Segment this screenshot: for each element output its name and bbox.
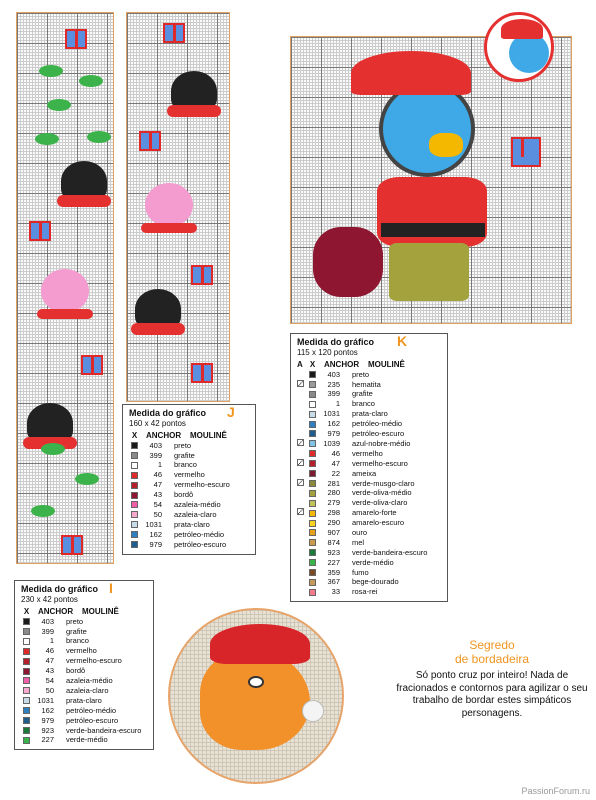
color-swatch: [309, 559, 316, 566]
anchor-code: 979: [327, 429, 340, 439]
legend-row: [297, 389, 441, 399]
character-belt: [381, 223, 485, 237]
anchor-code: 22: [331, 468, 340, 478]
color-swatch: [309, 430, 316, 437]
color-swatch: [309, 401, 316, 408]
legend-row: [21, 676, 147, 686]
anchor-code: 279: [327, 498, 340, 508]
legend-title: Medida do gráfico: [297, 337, 375, 347]
legend-row: [297, 429, 441, 439]
color-swatch: [131, 442, 138, 449]
anchor-code: 43: [153, 490, 162, 500]
anchor-code: 359: [327, 567, 340, 577]
color-swatch: [309, 529, 316, 536]
legend-row: [297, 508, 441, 518]
color-name: rosa-rei: [352, 587, 378, 597]
color-name: petróleo-médio: [352, 419, 403, 429]
color-name: prata-claro: [66, 695, 102, 705]
legend-j: [122, 404, 256, 555]
color-swatch: [23, 707, 30, 714]
anchor-code: 907: [327, 527, 340, 537]
embroidery-photo: [168, 608, 344, 784]
color-swatch: [23, 737, 30, 744]
anchor-code: 1031: [323, 409, 340, 419]
anchor-code: 235: [327, 379, 340, 389]
color-swatch: [309, 381, 316, 388]
color-swatch: [309, 539, 316, 546]
penguin-badge: [484, 12, 554, 82]
color-name: azaleia-claro: [66, 685, 109, 695]
legend-row: [21, 716, 147, 726]
gift-motif: [139, 131, 161, 151]
chart-strip-i: [16, 12, 114, 564]
character-beak: [429, 133, 463, 157]
legend-row: [21, 636, 147, 646]
anchor-code: 403: [149, 440, 162, 450]
legend-size: 115 x 120 pontos: [297, 347, 358, 357]
badge-santa-hat: [501, 19, 543, 39]
legend-letter: J: [227, 404, 235, 420]
color-swatch: [309, 520, 316, 527]
anchor-code: 280: [327, 488, 340, 498]
legend-row: [129, 530, 249, 540]
color-swatch: [23, 727, 30, 734]
gift-motif: [61, 535, 83, 555]
legend-row: [297, 488, 441, 498]
color-swatch: [309, 421, 316, 428]
character-head: [379, 81, 475, 177]
color-name: prata-claro: [352, 409, 388, 419]
legend-row: [129, 460, 249, 470]
legend-rows: [129, 441, 249, 550]
color-name: amarelo-forte: [352, 508, 397, 518]
anchor-code: 227: [327, 557, 340, 567]
legend-row: [297, 380, 441, 390]
legend-row: [129, 441, 249, 451]
gift-motif: [29, 221, 51, 241]
legend-row: [21, 656, 147, 666]
color-swatch: [23, 658, 30, 665]
tip-title-line1: Segredo: [469, 638, 515, 652]
legend-row: [297, 479, 441, 489]
legend-size: 230 x 42 pontos: [21, 594, 78, 604]
color-swatch: [131, 531, 138, 538]
legend-row: [129, 480, 249, 490]
legend-row: [297, 568, 441, 578]
anchor-code: 874: [327, 537, 340, 547]
tip-title-line2: de bordadeira: [454, 652, 530, 666]
gift-motif: [191, 265, 213, 285]
color-name: verde-bandeira-escuro: [66, 725, 142, 735]
color-swatch: [309, 510, 316, 517]
half-stitch-icon: [297, 479, 304, 486]
anchor-code: 54: [153, 500, 162, 510]
character-pants: [389, 243, 469, 301]
anchor-code: 399: [327, 389, 340, 399]
legend-header: A X ANCHOR MOULINÊ: [297, 359, 405, 369]
color-name: grafite: [352, 389, 373, 399]
legend-row: [297, 538, 441, 548]
color-name: vermelho-escuro: [352, 458, 408, 468]
pig-motif: [145, 183, 193, 227]
color-name: preto: [66, 616, 84, 626]
color-name: ouro: [352, 527, 368, 537]
anchor-code: 1031: [145, 519, 162, 529]
legend-row: [297, 528, 441, 538]
anchor-code: 1: [335, 399, 340, 409]
footprint-motif: [41, 443, 65, 455]
santa-hat-motif: [171, 71, 217, 111]
half-stitch-icon: [297, 439, 304, 446]
color-name: petróleo-escuro: [66, 715, 119, 725]
gift-motif: [65, 29, 87, 49]
color-swatch: [23, 618, 30, 625]
anchor-code: 399: [149, 450, 162, 460]
legend-row: [21, 646, 147, 656]
legend-row: [297, 498, 441, 508]
anchor-code: 47: [331, 458, 340, 468]
color-name: preto: [352, 369, 370, 379]
anchor-code: 1031: [37, 695, 54, 705]
color-name: vermelho-escuro: [66, 656, 122, 666]
color-swatch: [23, 668, 30, 675]
color-swatch: [131, 462, 138, 469]
embroidered-hat: [210, 624, 310, 664]
legend-size: 160 x 42 pontos: [129, 418, 186, 428]
legend-row: [297, 469, 441, 479]
color-name: amarelo-escuro: [352, 518, 405, 528]
anchor-code: 1: [49, 636, 54, 646]
gift-motif: [191, 363, 213, 383]
color-swatch: [309, 371, 316, 378]
anchor-code: 281: [327, 478, 340, 488]
legend-row: [21, 696, 147, 706]
anchor-code: 403: [41, 616, 54, 626]
santa-hat-motif: [61, 161, 107, 201]
anchor-code: 979: [149, 539, 162, 549]
color-name: branco: [352, 399, 375, 409]
legend-row: [297, 518, 441, 528]
color-name: vermelho: [174, 470, 205, 480]
color-name: bege-dourado: [352, 577, 399, 587]
footprint-motif: [75, 473, 99, 485]
half-stitch-icon: [297, 380, 304, 387]
legend-row: [297, 548, 441, 558]
legend-rows: [297, 370, 441, 597]
color-name: azaleia-médio: [174, 500, 221, 510]
color-swatch: [131, 511, 138, 518]
color-swatch: [131, 482, 138, 489]
color-swatch: [309, 391, 316, 398]
anchor-code: 46: [153, 470, 162, 480]
legend-row: [129, 510, 249, 520]
color-name: ameixa: [352, 468, 377, 478]
color-name: mel: [352, 537, 365, 547]
color-swatch: [309, 470, 316, 477]
legend-row: [297, 409, 441, 419]
color-name: azaleia-claro: [174, 509, 217, 519]
color-swatch: [309, 411, 316, 418]
legend-rows: [21, 617, 147, 746]
color-name: hematita: [352, 379, 381, 389]
color-swatch: [131, 501, 138, 508]
pig-motif: [41, 269, 89, 313]
anchor-code: 47: [153, 480, 162, 490]
color-swatch: [309, 460, 316, 467]
gift-motif: [81, 355, 103, 375]
legend-row: [297, 439, 441, 449]
color-name: vermelho: [352, 448, 383, 458]
color-swatch: [131, 521, 138, 528]
anchor-code: 979: [41, 715, 54, 725]
color-name: verde-médio: [66, 735, 108, 745]
footprint-motif: [35, 133, 59, 145]
anchor-code: 399: [41, 626, 54, 636]
tip-body: Só ponto cruz por inteiro! Nada de fracionados e contornos para agilizar o seu trabalho de bordar estes simpáticos personagens.: [396, 670, 588, 719]
legend-row: [21, 726, 147, 736]
legend-row: [297, 419, 441, 429]
color-name: grafite: [66, 626, 87, 636]
anchor-code: 403: [327, 369, 340, 379]
legend-row: [21, 666, 147, 676]
anchor-code: 923: [41, 725, 54, 735]
color-name: petróleo-escuro: [174, 539, 227, 549]
legend-row: [21, 686, 147, 696]
footprint-motif: [47, 99, 71, 111]
legend-row: [297, 449, 441, 459]
color-swatch: [23, 687, 30, 694]
site-credit: PassionForum.ru: [521, 786, 590, 796]
anchor-code: 50: [45, 685, 54, 695]
color-name: vermelho: [66, 646, 97, 656]
legend-i: [14, 580, 154, 750]
half-stitch-icon: [297, 508, 304, 515]
color-name: branco: [174, 460, 197, 470]
embroidered-head: [200, 650, 310, 750]
legend-row: [297, 399, 441, 409]
half-stitch-icon: [297, 459, 304, 466]
santa-hat-motif: [27, 403, 73, 443]
legend-letter: I: [109, 580, 113, 596]
color-name: bordô: [66, 666, 86, 676]
anchor-code: 298: [327, 508, 340, 518]
anchor-code: 367: [327, 577, 340, 587]
color-name: branco: [66, 636, 89, 646]
color-name: grafite: [174, 450, 195, 460]
color-name: verde-musgo-claro: [352, 478, 415, 488]
color-name: vermelho-escuro: [174, 480, 230, 490]
anchor-code: 50: [153, 509, 162, 519]
legend-row: [129, 490, 249, 500]
anchor-code: 162: [41, 705, 54, 715]
legend-row: [297, 459, 441, 469]
legend-row: [297, 370, 441, 380]
color-swatch: [23, 648, 30, 655]
legend-row: [129, 520, 249, 530]
color-name: verde-oliva-médio: [352, 488, 412, 498]
anchor-code: 227: [41, 735, 54, 745]
anchor-code: 162: [327, 419, 340, 429]
footprint-motif: [79, 75, 103, 87]
color-swatch: [131, 472, 138, 479]
legend-row: [297, 558, 441, 568]
anchor-code: 54: [45, 676, 54, 686]
color-name: verde-oliva-claro: [352, 498, 408, 508]
color-swatch: [309, 569, 316, 576]
badge-penguin-head: [509, 33, 549, 73]
character-sack: [313, 227, 383, 297]
color-swatch: [23, 628, 30, 635]
anchor-code: 1: [157, 460, 162, 470]
color-swatch: [309, 480, 316, 487]
legend-header: X ANCHOR MOULINÊ: [23, 606, 119, 616]
legend-row: [297, 577, 441, 587]
color-swatch: [23, 697, 30, 704]
color-name: petróleo-médio: [174, 529, 225, 539]
legend-row: [21, 735, 147, 745]
color-name: azaleia-médio: [66, 676, 113, 686]
color-swatch: [131, 541, 138, 548]
anchor-code: 923: [327, 547, 340, 557]
legend-title: Medida do gráfico: [21, 584, 99, 594]
color-swatch: [309, 589, 316, 596]
color-swatch: [131, 492, 138, 499]
gift-motif: [511, 137, 541, 167]
color-name: preto: [174, 440, 192, 450]
anchor-code: 162: [149, 529, 162, 539]
color-name: verde-médio: [352, 557, 394, 567]
embroidered-eye: [248, 676, 264, 688]
color-swatch: [23, 717, 30, 724]
color-swatch: [23, 677, 30, 684]
legend-row: [21, 617, 147, 627]
color-swatch: [309, 440, 316, 447]
legend-letter: K: [397, 333, 408, 349]
legend-row: [297, 587, 441, 597]
anchor-code: 47: [45, 656, 54, 666]
anchor-code: 43: [45, 666, 54, 676]
color-name: azul-nobre-médio: [352, 438, 411, 448]
legend-k: [290, 333, 448, 602]
anchor-code: 46: [45, 646, 54, 656]
color-swatch: [309, 579, 316, 586]
color-name: prata-claro: [174, 519, 210, 529]
character-hat: [351, 51, 471, 95]
footprint-motif: [87, 131, 111, 143]
color-swatch: [309, 500, 316, 507]
legend-row: [21, 706, 147, 716]
santa-hat-motif: [135, 289, 181, 329]
color-swatch: [309, 549, 316, 556]
color-name: petróleo-escuro: [352, 429, 405, 439]
embroidered-pompom: [302, 700, 324, 722]
anchor-code: 33: [331, 587, 340, 597]
legend-header: X ANCHOR MOULINÊ: [131, 430, 227, 440]
footprint-motif: [31, 505, 55, 517]
legend-row: [129, 451, 249, 461]
chart-strip-j: [126, 12, 230, 402]
color-swatch: [309, 450, 316, 457]
legend-row: [21, 627, 147, 637]
color-name: petróleo-médio: [66, 705, 117, 715]
anchor-code: 1039: [323, 438, 340, 448]
color-swatch: [23, 638, 30, 645]
gift-motif: [163, 23, 185, 43]
color-name: bordô: [174, 490, 194, 500]
color-name: verde-bandeira-escuro: [352, 547, 428, 557]
legend-title: Medida do gráfico: [129, 408, 207, 418]
legend-row: [129, 540, 249, 550]
embroidery-tip: [396, 638, 588, 720]
anchor-code: 290: [327, 518, 340, 528]
anchor-code: 46: [331, 448, 340, 458]
legend-row: [129, 500, 249, 510]
color-name: fumo: [352, 567, 369, 577]
legend-row: [129, 470, 249, 480]
color-swatch: [131, 452, 138, 459]
color-swatch: [309, 490, 316, 497]
footprint-motif: [39, 65, 63, 77]
